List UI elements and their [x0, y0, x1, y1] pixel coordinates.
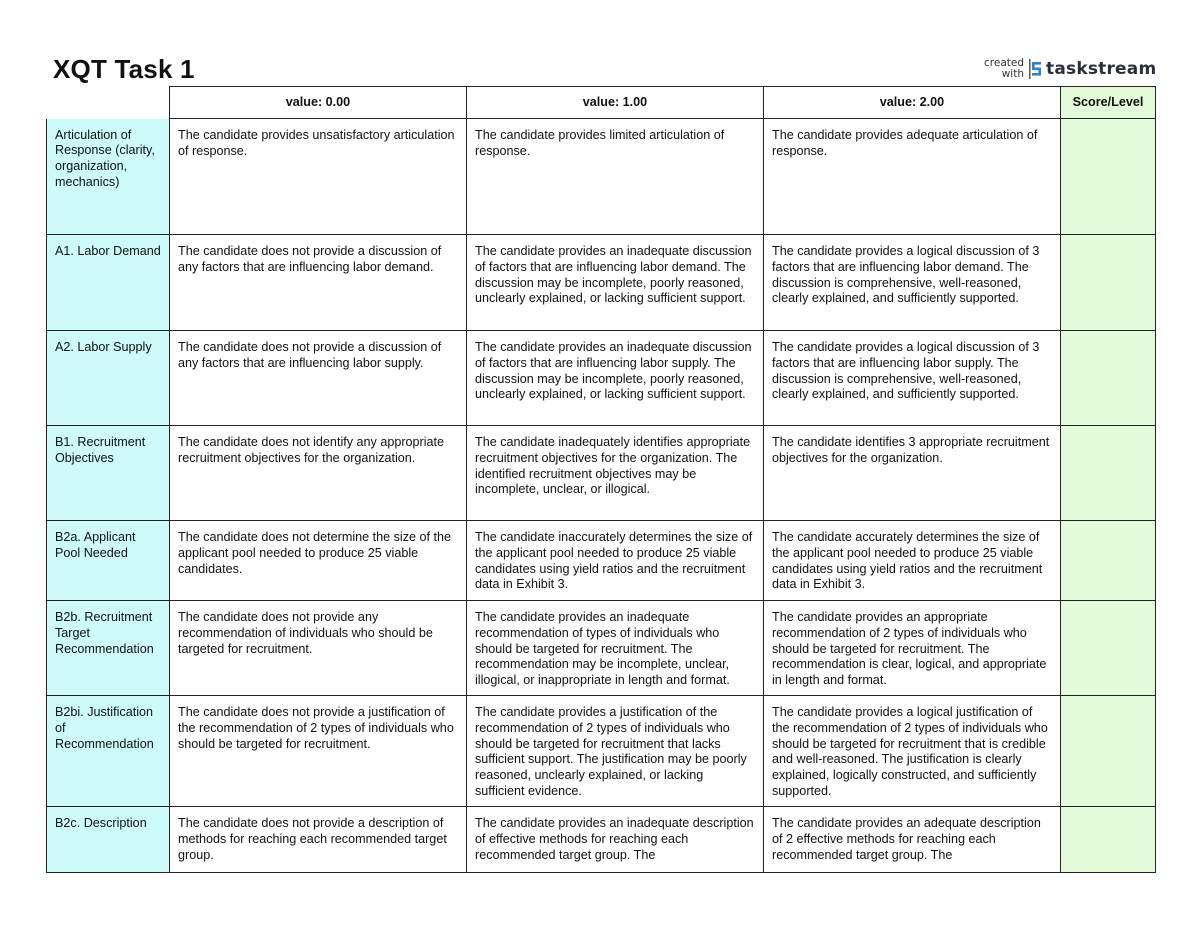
- value-2-description: The candidate provides adequate articulation of response.: [772, 128, 1038, 158]
- value-2-description: The candidate provides an appropriate recommendation of 2 types of individuals who should be targeted for recruitment. The recommendation is clear, logical, and appropriate in length and format.: [772, 610, 1047, 688]
- value-0-description: The candidate does not provide a description of methods for reaching each recommended target group.: [178, 816, 447, 862]
- value-2-cell: [764, 331, 1061, 426]
- value-0-description: The candidate does not provide a justification of the recommendation of 2 types of individuals who should be targeted for recruitment.: [178, 705, 454, 751]
- criterion-label: A1. Labor Demand: [55, 244, 161, 258]
- criterion-cell: [47, 807, 170, 873]
- value-1-cell: [467, 521, 764, 601]
- value-2-cell: [764, 696, 1061, 807]
- value-0-description: The candidate does not provide a discussion of any factors that are influencing labor demand.: [178, 244, 442, 274]
- value-0-cell: [170, 119, 467, 235]
- score-cell[interactable]: [1061, 696, 1156, 807]
- criterion-label: Articulation of Response (clarity, organization, mechanics): [55, 127, 155, 189]
- criterion-label: B2a. Applicant Pool Needed: [55, 530, 136, 560]
- value-1-cell: [467, 601, 764, 696]
- criterion-cell: [47, 331, 170, 426]
- value-1-cell: [467, 807, 764, 873]
- value-2-description: The candidate provides a logical discussion of 3 factors that are influencing labor demand. The discussion is comprehensive, well-reasoned, clearly explained, and sufficiently supported.: [772, 244, 1040, 306]
- criterion-cell: [47, 119, 170, 235]
- value-0-description: The candidate does not provide any recommendation of individuals who should be targeted for recruitment.: [178, 610, 433, 656]
- header-value-2: value: 2.00: [764, 87, 1061, 119]
- rubric-row-articulation: [47, 119, 1156, 235]
- score-cell[interactable]: [1061, 601, 1156, 696]
- criterion-cell: [47, 426, 170, 521]
- score-cell[interactable]: [1061, 235, 1156, 331]
- value-0-description: The candidate provides unsatisfactory articulation of response.: [178, 128, 455, 158]
- value-1-description: The candidate provides an inadequate description of effective methods for reaching each recommended target group. The: [475, 816, 754, 862]
- criterion-cell: [47, 601, 170, 696]
- created-with-label: [984, 58, 1024, 80]
- value-0-cell: [170, 331, 467, 426]
- value-2-cell: [764, 521, 1061, 601]
- rubric-row-b2a: [47, 521, 1156, 601]
- value-2-description: The candidate provides a logical justification of the recommendation of 2 types of individuals who should be targeted for recruitment that is credible and well-reasoned. The justification is clearly explained, logically constructed, and sufficiently supported.: [772, 705, 1048, 798]
- value-0-cell: [170, 807, 467, 873]
- rubric-row-b2c: [47, 807, 1156, 873]
- value-2-cell: [764, 601, 1061, 696]
- value-1-cell: [467, 426, 764, 521]
- header-blank-cell: [47, 87, 170, 119]
- value-1-description: The candidate inadequately identifies appropriate recruitment objectives for the organization. The identified recruitment objectives may be incomplete, unclear, or illogical.: [475, 435, 751, 497]
- with-text: with: [1001, 68, 1024, 80]
- header-row: [47, 87, 1156, 119]
- score-cell[interactable]: [1061, 119, 1156, 235]
- score-cell[interactable]: [1061, 426, 1156, 521]
- value-2-cell: [764, 426, 1061, 521]
- score-cell[interactable]: [1061, 807, 1156, 873]
- value-2-description: The candidate identifies 3 appropriate recruitment objectives for the organization.: [772, 435, 1050, 465]
- value-1-description: The candidate provides an inadequate discussion of factors that are influencing labor supply. The discussion may be incomplete, poorly reasoned, unclearly explained, or lacking sufficient support.: [475, 340, 752, 402]
- criterion-cell: [47, 521, 170, 601]
- criterion-cell: [47, 696, 170, 807]
- taskstream-logo: [984, 56, 1156, 82]
- value-1-description: The candidate provides limited articulation of response.: [475, 128, 725, 158]
- value-1-cell: [467, 119, 764, 235]
- created-text: created: [984, 57, 1024, 69]
- value-2-cell: [764, 119, 1061, 235]
- value-2-description: The candidate provides a logical discussion of 3 factors that are influencing labor supply. The discussion is comprehensive, well-reasoned, clearly explained, and sufficiently supported.: [772, 340, 1040, 402]
- rubric-table: [46, 86, 1156, 873]
- criterion-label: B2b. Recruitment Target Recommendation: [55, 610, 154, 656]
- value-1-description: The candidate provides an inadequate discussion of factors that are influencing labor demand. The discussion may be incomplete, poorly reasoned, unclearly explained, or lacking sufficient support.: [475, 244, 752, 306]
- criterion-label: B2c. Description: [55, 816, 147, 830]
- taskstream-logo-icon: [1029, 59, 1042, 79]
- header-value-0: value: 0.00: [170, 87, 467, 119]
- value-0-description: The candidate does not provide a discussion of any factors that are influencing labor supply.: [178, 340, 442, 370]
- value-1-description: The candidate provides an inadequate recommendation of types of individuals who should be targeted for recruitment. The recommendation may be incomplete, unclear, illogical, or inappropriate in length and format.: [475, 610, 730, 688]
- value-2-description: The candidate accurately determines the size of the applicant pool needed to produce 25 viable candidates using yield ratios and the recruitment data in Exhibit 3.: [772, 530, 1043, 592]
- rubric-row-b2b: [47, 601, 1156, 696]
- criterion-label: A2. Labor Supply: [55, 340, 152, 354]
- header-score-level: Score/Level: [1061, 87, 1156, 119]
- score-cell[interactable]: [1061, 521, 1156, 601]
- value-2-cell: [764, 807, 1061, 873]
- value-0-cell: [170, 696, 467, 807]
- value-0-cell: [170, 426, 467, 521]
- header-value-1: value: 1.00: [467, 87, 764, 119]
- taskstream-brand: taskstream: [1046, 59, 1157, 79]
- value-1-cell: [467, 331, 764, 426]
- score-cell[interactable]: [1061, 331, 1156, 426]
- value-0-cell: [170, 521, 467, 601]
- value-1-description: The candidate inaccurately determines the size of the applicant pool needed to produce 25 viable candidates using yield ratios and the recruitment data in Exhibit 3.: [475, 530, 753, 592]
- rubric-row-b1: [47, 426, 1156, 521]
- criterion-label: B1. Recruitment Objectives: [55, 435, 146, 465]
- value-1-cell: [467, 235, 764, 331]
- value-1-cell: [467, 696, 764, 807]
- rubric-row-b2bi: [47, 696, 1156, 807]
- rubric-row-a1: [47, 235, 1156, 331]
- value-2-description: The candidate provides an adequate description of 2 effective methods for reaching each recommended target group. The: [772, 816, 1041, 862]
- value-0-description: The candidate does not identify any appropriate recruitment objectives for the organization.: [178, 435, 445, 465]
- criterion-label: B2bi. Justification of Recommendation: [55, 705, 154, 751]
- rubric-row-a2: [47, 331, 1156, 426]
- value-0-cell: [170, 235, 467, 331]
- criterion-cell: [47, 235, 170, 331]
- value-0-description: The candidate does not determine the size of the applicant pool needed to produce 25 viable candidates.: [178, 530, 452, 576]
- value-0-cell: [170, 601, 467, 696]
- value-2-cell: [764, 235, 1061, 331]
- page-title: XQT Task 1: [53, 54, 195, 84]
- value-1-description: The candidate provides a justification of the recommendation of 2 types of individuals who should be targeted for recruitment that lacks sufficient support. The justification may be poorly reasoned, unclearly explained, or lacking sufficient evidence.: [475, 705, 747, 798]
